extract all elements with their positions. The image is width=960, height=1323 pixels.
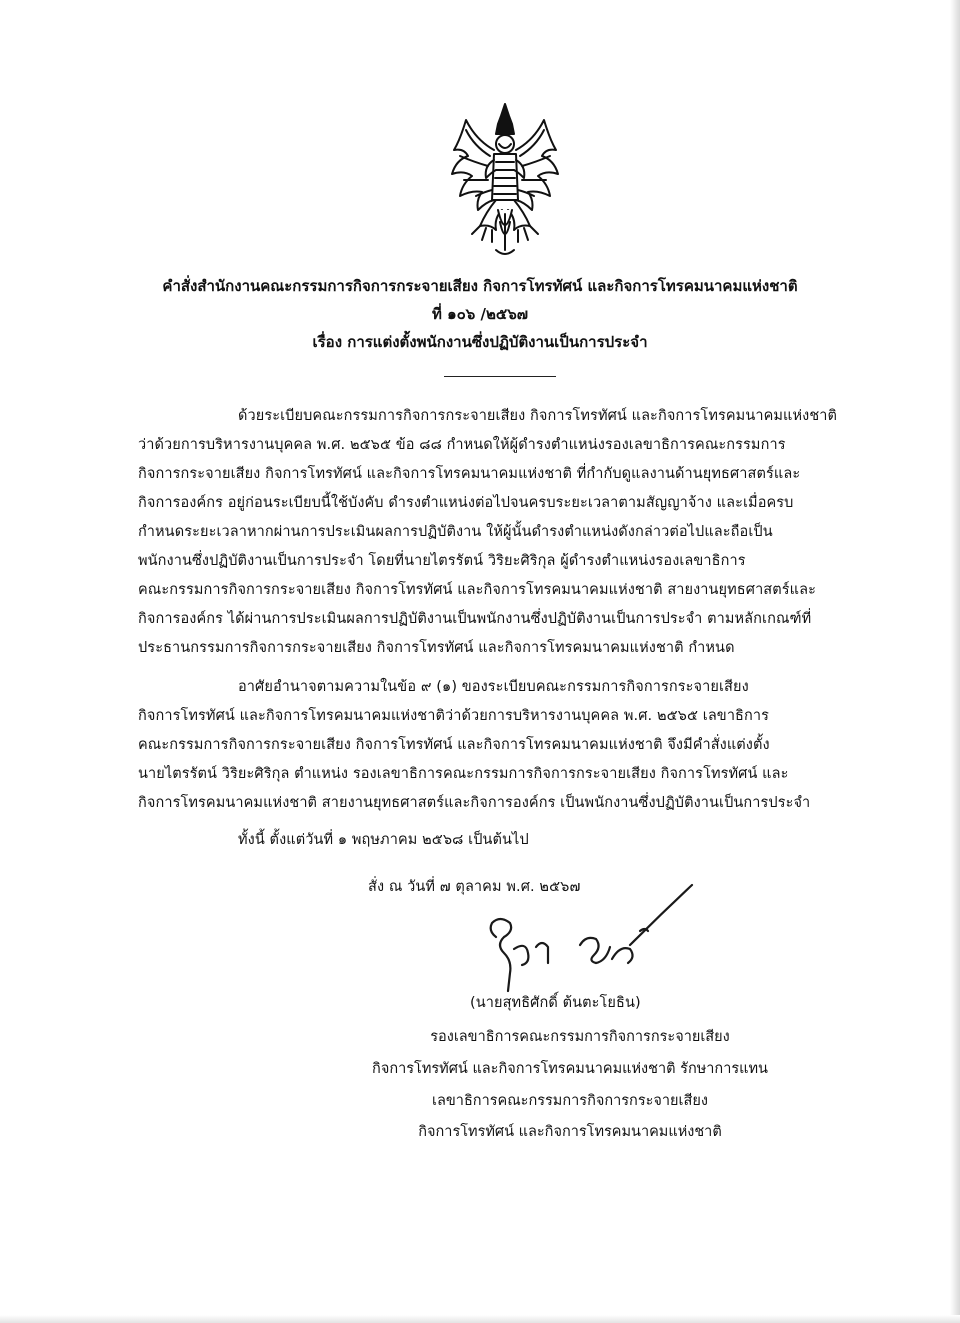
paragraph-line: กิจการโทรคมนาคมแห่งชาติ สายงานยุทธศาสตร์และกิจการองค์กร เป็นพนักงานซึ่งปฏิบัติงานเป็นการประจำ [138, 795, 811, 811]
order-subject: เรื่อง การแต่งตั้งพนักงานซึ่งปฏิบัติงานเป็นการประจำ [312, 333, 648, 351]
handwritten-signature-icon [470, 875, 700, 1005]
signatory-name: (นายสุทธิศักดิ์ ต้นตะโยธิน) [470, 995, 641, 1011]
paragraph-line: ด้วยระเบียบคณะกรรมการกิจการกระจายเสียง กิจการโทรทัศน์ และกิจการโทรคมนาคมแห่งชาติ [238, 408, 838, 424]
signatory-title-line: เลขาธิการคณะกรรมการกิจการกระจายเสียง [432, 1093, 708, 1109]
signatory-title-line: รองเลขาธิการคณะกรรมการกิจการกระจายเสียง [430, 1029, 730, 1045]
paragraph-line: คณะกรรมการกิจการกระจายเสียง กิจการโทรทัศน์ และกิจการโทรคมนาคมแห่งชาติ จึงมีคำสั่งแต่งตั้ง [138, 737, 770, 753]
signatory-title-line: กิจการโทรทัศน์ และกิจการโทรคมนาคมแห่งชาติ [418, 1124, 722, 1140]
paragraph-line: กิจการองค์กร อยู่ก่อนระเบียบนี้ใช้บังคับ ดำรงตำแหน่งต่อไปจนครบระยะเวลาตามสัญญาจ้าง และเมื่อครบ [138, 495, 794, 511]
order-title: คำสั่งสำนักงานคณะกรรมการกิจการกระจายเสียง กิจการโทรทัศน์ และกิจการโทรคมนาคมแห่งชาติ [162, 277, 798, 295]
paragraph-line: อาศัยอำนาจตามความในข้อ ๙ (๑) ของระเบียบคณะกรรมการกิจการกระจายเสียง [238, 679, 749, 695]
effective-date-line: ทั้งนี้ ตั้งแต่วันที่ ๑ พฤษภาคม ๒๕๖๘ เป็นต้นไป [238, 832, 529, 848]
order-date: สั่ง ณ วันที่ ๗ ตุลาคม พ.ศ. ๒๕๖๗ [368, 879, 581, 895]
paragraph-line: กิจการโทรทัศน์ และกิจการโทรคมนาคมแห่งชาติว่าด้วยการบริหารงานบุคคล พ.ศ. ๒๕๖๕ เลขาธิการ [138, 708, 770, 724]
paragraph-line: นายไตรรัตน์ วิริยะศิริกุล ตำแหน่ง รองเลขาธิการคณะกรรมการกิจการกระจายเสียง กิจการโทรทัศน์ และ [138, 766, 789, 782]
paragraph-line: ประธานกรรมการกิจการกระจายเสียง กิจการโทรทัศน์ และกิจการโทรคมนาคมแห่งชาติ กำหนด [138, 640, 735, 656]
paragraph-line: กิจการกระจายเสียง กิจการโทรทัศน์ และกิจการโทรคมนาคมแห่งชาติ ที่กำกับดูแลงานด้านยุทธศาสตร์และ [138, 466, 801, 482]
paragraph-line: กำหนดระยะเวลาหากผ่านการประเมินผลการปฏิบัติงาน ให้ผู้นั้นดำรงตำแหน่งดังกล่าวต่อไปและถือเป็น [138, 524, 773, 540]
paragraph-line: คณะกรรมการกิจการกระจายเสียง กิจการโทรทัศน์ และกิจการโทรคมนาคมแห่งชาติ สายงานยุทธศาสตร์และ [138, 582, 816, 598]
garuda-emblem-icon [446, 100, 564, 260]
paragraph-line: กิจการองค์กร ได้ผ่านการประเมินผลการปฏิบัติงานเป็นพนักงานซึ่งปฏิบัติงานเป็นการประจำ ตามหลักเกณฑ์ที่ [138, 611, 812, 627]
paragraph-line: ว่าด้วยการบริหารงานบุคคล พ.ศ. ๒๕๖๕ ข้อ ๘๘ กำหนดให้ผู้ดำรงตำแหน่งรองเลขาธิการคณะกรรมการ [138, 437, 786, 453]
page-edge-shadow [0, 1315, 960, 1323]
paragraph-line: พนักงานซึ่งปฏิบัติงานเป็นการประจำ โดยที่นายไตรรัตน์ วิริยะศิริกุล ผู้ดำรงตำแหน่งรองเลขาธิการ [138, 553, 746, 569]
page-edge-shadow [950, 0, 960, 1323]
order-number: ที่ ๑๐๖ /๒๕๖๗ [431, 305, 529, 323]
signatory-title-line: กิจการโทรทัศน์ และกิจการโทรคมนาคมแห่งชาติ รักษาการแทน [372, 1061, 768, 1077]
title-divider [444, 376, 556, 377]
